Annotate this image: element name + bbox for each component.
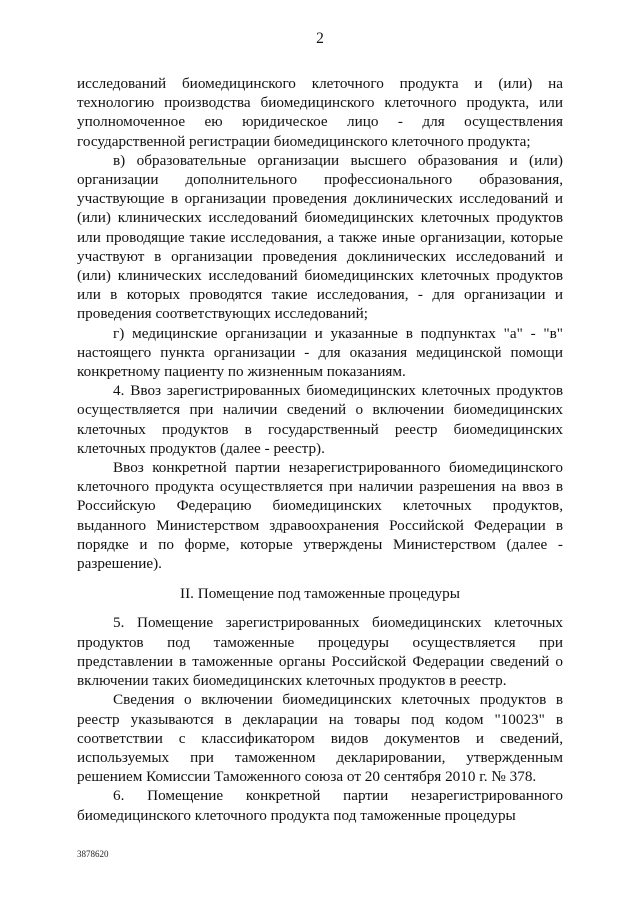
page-number: 2 — [316, 30, 324, 47]
paragraph-point-6: 6. Помещение конкретной партии незарегистрированного биомедицинского клеточного продукта под таможенные процедуры — [77, 787, 563, 824]
paragraph-item-v: в) образовательные организации высшего образования и (или) организации дополнительного профессионального образования, участвующие в организации проведения доклинических исследований и (или) клинических исследований биомедицинских клеточных продуктов или проводящие такие исследования, а также иные организации, которые участвуют в организации проведения доклинических исследований и (или) клинических исследований биомедицинских клеточных продуктов или в которых проводятся такие исследования, - для организации и проведения соответствующих исследований; — [77, 151, 563, 323]
document-body — [77, 74, 563, 825]
paragraph-import-permit: Ввоз конкретной партии незарегистрированного биомедицинского клеточного продукта осуществляется при наличии разрешения на ввоз в Российскую Федерацию биомедицинских клеточных продуктов, выданного Министерством здравоохранения Российской Федерации в порядке и по форме, которые утверждены Министерством (далее - разрешение). — [77, 459, 563, 573]
paragraph-point-4: 4. Ввоз зарегистрированных биомедицинских клеточных продуктов осуществляется при наличии сведений о включении биомедицинских клеточных продуктов в государственный реестр биомедицинских клеточных продуктов (далее - реестр). — [77, 382, 563, 457]
section-heading: II. Помещение под таможенные процедуры — [180, 585, 460, 603]
paragraph-point-5: 5. Помещение зарегистрированных биомедицинских клеточных продуктов под таможенные процедуры осуществляется при представлении в таможенные органы Российской Федерации сведений о включении таких биомедицинских клеточных продуктов в реестр. — [77, 614, 563, 690]
paragraph-item-g: г) медицинские организации и указанные в подпунктах "а" - "в" настоящего пункта организации - для оказания медицинской помощи конкретному пациенту по жизненным показаниям. — [77, 324, 563, 381]
paragraph-declaration-code: Сведения о включении биомедицинских клеточных продуктов в реестр указываются в декларации на товары под кодом "10023" в соответствии с классификатором видов документов и сведений, используемых при таможенном декларировании, утвержденным решением Комиссии Таможенного союза от 20 сентября 2010 г. № 378. — [77, 691, 563, 786]
paragraph-continuation: исследований биомедицинского клеточного продукта и (или) на технологию производства биомедицинского клеточного продукта, или уполномоченное ею юридическое лицо - для осуществления государственной регистрации биомедицинского клеточного продукта; — [77, 75, 563, 150]
document-code: 3878620 — [77, 849, 109, 859]
